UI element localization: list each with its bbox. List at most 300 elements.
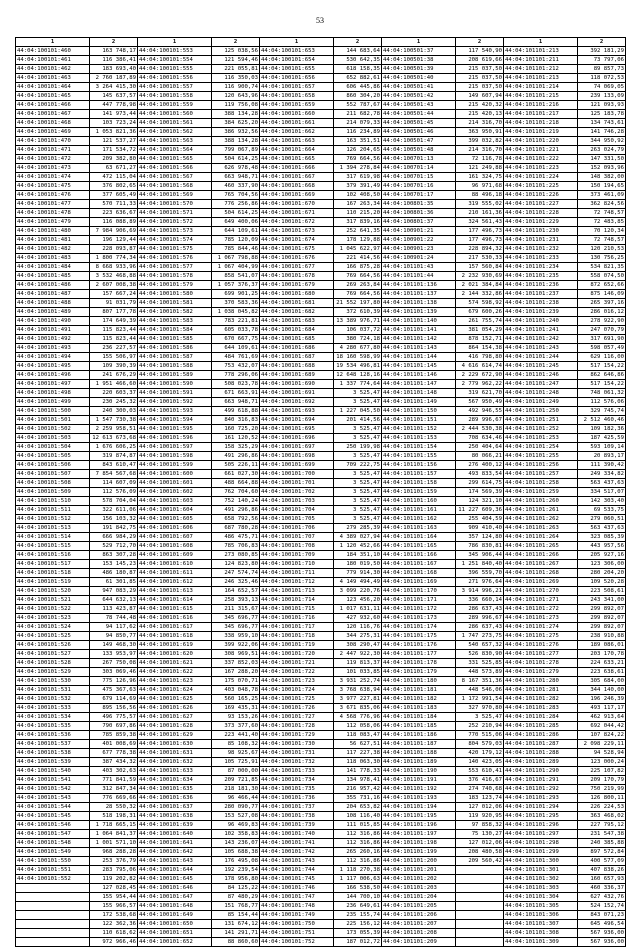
- cadastral-number-cell: 44:04:100101:479: [16, 218, 90, 227]
- cadastral-number-cell: 44:04:101101:246: [504, 371, 578, 380]
- cadastral-value-cell: 123 000,24: [578, 758, 626, 767]
- cadastral-value-cell: 112 576,06: [578, 398, 626, 407]
- table-row: [16, 398, 626, 407]
- cadastral-number-cell: 44:04:100101:568: [138, 182, 212, 191]
- cadastral-number-cell: 44:04:101101:169: [382, 578, 456, 587]
- cadastral-number-cell: 44:04:100101:579: [138, 281, 212, 290]
- cadastral-value-cell: [456, 884, 504, 893]
- cadastral-number-cell: 44:04:101101:233: [504, 254, 578, 263]
- cadastral-number-cell: 44:04:101101:243: [504, 344, 578, 353]
- cadastral-number-cell: 44:04:101101:182: [382, 695, 456, 704]
- cadastral-number-cell: 44:04:101101:148: [382, 389, 456, 398]
- cadastral-number-cell: 44:04:100101:490: [16, 317, 90, 326]
- cadastral-number-cell: 44:04:101101:245: [504, 362, 578, 371]
- cadastral-number-cell: 44:04:101101:212: [504, 65, 578, 74]
- cadastral-value-cell: 18 160 598,99: [334, 353, 382, 362]
- cadastral-number-cell: 44:04:101101:235: [504, 272, 578, 281]
- cadastral-value-cell: 127 012,06: [456, 803, 504, 812]
- cadastral-value-cell: 3 525,47: [334, 398, 382, 407]
- cadastral-value-cell: 252 641,35: [334, 227, 382, 236]
- cadastral-value-cell: 3 525,47: [334, 434, 382, 443]
- cadastral-number-cell: 44:04:100101:666: [260, 164, 334, 173]
- cadastral-number-cell: 44:04:100101:530: [16, 677, 90, 686]
- cadastral-value-cell: 125 038,56: [212, 47, 260, 56]
- table-row: [16, 245, 626, 254]
- cadastral-value-cell: 947 083,29: [90, 587, 138, 596]
- cadastral-value-cell: 116 386,41: [90, 56, 138, 65]
- cadastral-number-cell: 44:04:100101:497: [16, 380, 90, 389]
- cadastral-value-cell: 211 315,67: [212, 605, 260, 614]
- cadastral-number-cell: 44:04:100101:483: [16, 254, 90, 263]
- cadastral-number-cell: 44:04:100101:522: [16, 605, 90, 614]
- cadastral-number-cell: 44:04:101101:305: [504, 902, 578, 911]
- cadastral-value-cell: 2 098 229,11: [578, 740, 626, 749]
- cadastral-number-cell: 44:04:100101:545: [16, 812, 90, 821]
- cadastral-number-cell: 44:04:100101:481: [16, 236, 90, 245]
- cadastral-number-cell: 44:04:100501:45: [382, 119, 456, 128]
- cadastral-value-cell: 247 574,74: [212, 569, 260, 578]
- cadastral-number-cell: 44:04:100101:680: [260, 290, 334, 299]
- cadastral-number-cell: 44:04:100501:41: [382, 83, 456, 92]
- cadastral-value-cell: 147 331,50: [578, 155, 626, 164]
- cadastral-number-cell: 44:04:100101:625: [138, 695, 212, 704]
- cadastral-number-cell: 44:04:101101:149: [382, 398, 456, 407]
- cadastral-value-cell: 574 598,92: [456, 299, 504, 308]
- cadastral-value-cell: 109 182,36: [578, 425, 626, 434]
- table-row: [16, 371, 626, 380]
- cadastral-value-cell: 255 404,59: [456, 515, 504, 524]
- cadastral-value-cell: 169 435,31: [212, 704, 260, 713]
- cadastral-value-cell: 567 936,00: [578, 929, 626, 938]
- cadastral-number-cell: 44:04:100501:47: [382, 137, 456, 146]
- cadastral-number-cell: 44:04:101101:248: [504, 389, 578, 398]
- cadastral-number-cell: 44:04:100101:476: [16, 191, 90, 200]
- cadastral-value-cell: 152 093,96: [578, 164, 626, 173]
- cadastral-value-cell: 1 337 774,64: [334, 380, 382, 389]
- cadastral-number-cell: 44:04:101101:195: [382, 812, 456, 821]
- cadastral-value-cell: 215 037,50: [456, 74, 504, 83]
- cadastral-value-cell: 166 538,50: [334, 884, 382, 893]
- cadastral-number-cell: 44:04:101101:178: [382, 659, 456, 668]
- cadastral-value-cell: 334 517,07: [578, 488, 626, 497]
- cadastral-number-cell: 44:04:101101:206: [382, 911, 456, 920]
- cadastral-number-cell: 44:04:101101:147: [382, 380, 456, 389]
- cadastral-number-cell: 44:04:100101:563: [138, 137, 212, 146]
- cadastral-value-cell: 1 676 606,25: [90, 443, 138, 452]
- cadastral-value-cell: 226 224,53: [578, 803, 626, 812]
- cadastral-value-cell: 88 860,60: [212, 938, 260, 947]
- cadastral-number-cell: 44:04:100101:564: [138, 146, 212, 155]
- table-row: [16, 164, 626, 173]
- table-row: [16, 335, 626, 344]
- cadastral-number-cell: 44:04:100101:475: [16, 182, 90, 191]
- cadastral-number-cell: 44:04:101101:226: [504, 191, 578, 200]
- table-row: [16, 209, 626, 218]
- cadastral-value-cell: 606 445,86: [334, 83, 382, 92]
- cadastral-value-cell: 1 001 571,10: [90, 839, 138, 848]
- table-row: [16, 533, 626, 542]
- cadastral-value-cell: 299 614,75: [456, 479, 504, 488]
- cadastral-number-cell: 44:04:100101:622: [138, 668, 212, 677]
- cadastral-number-cell: 44:04:101101:145: [382, 362, 456, 371]
- cadastral-number-cell: 44:04:100101:566: [138, 164, 212, 173]
- cadastral-value-cell: 895 156,56: [90, 704, 138, 713]
- cadastral-number-cell: 44:04:101101:185: [382, 722, 456, 731]
- cadastral-number-cell: 44:04:100101:503: [16, 434, 90, 443]
- cadastral-number-cell: 44:04:100101:733: [260, 767, 334, 776]
- cadastral-value-cell: 141 291,71: [212, 929, 260, 938]
- cadastral-value-cell: 172 538,68: [90, 911, 138, 920]
- cadastral-number-cell: 44:04:100101:513: [16, 524, 90, 533]
- cadastral-value-cell: 125 183,78: [578, 110, 626, 119]
- table-row: [16, 848, 626, 857]
- cadastral-number-cell: 44:04:100101:525: [16, 632, 90, 641]
- cadastral-value-cell: 540 657,32: [456, 641, 504, 650]
- table-row: [16, 515, 626, 524]
- cadastral-number-cell: 44:04:101101:267: [504, 560, 578, 569]
- cadastral-value-cell: 337 852,03: [212, 659, 260, 668]
- cadastral-value-cell: 327 970,80: [456, 704, 504, 713]
- cadastral-number-cell: 44:04:100501:46: [382, 128, 456, 137]
- cadastral-number-cell: 44:04:100101:527: [16, 650, 90, 659]
- cadastral-number-cell: 44:04:100701:16: [382, 182, 456, 191]
- cadastral-value-cell: 508 023,78: [212, 380, 260, 389]
- cadastral-number-cell: 44:04:101101:199: [382, 848, 456, 857]
- cadastral-number-cell: 44:04:100101:731: [260, 749, 334, 758]
- cadastral-value-cell: 150 194,65: [578, 182, 626, 191]
- cadastral-number-cell: 44:04:100101:685: [260, 335, 334, 344]
- cadastral-number-cell: 44:04:101101:301: [504, 866, 578, 875]
- cadastral-value-cell: 88 496,18: [456, 191, 504, 200]
- cadastral-value-cell: 239 133,09: [578, 92, 626, 101]
- cadastral-value-cell: 133 953,97: [90, 650, 138, 659]
- cadastral-number-cell: 44:04:100101:557: [138, 83, 212, 92]
- cadastral-value-cell: 396 559,70: [456, 569, 504, 578]
- cadastral-value-cell: 399 032,82: [456, 137, 504, 146]
- table-row: [16, 659, 626, 668]
- cadastral-number-cell: 44:04:100101:611: [138, 569, 212, 578]
- cadastral-number-cell: 44:04:100101:694: [260, 416, 334, 425]
- cadastral-value-cell: 236 227,57: [90, 344, 138, 353]
- cadastral-value-cell: 303 069,46: [90, 668, 138, 677]
- cadastral-number-cell: 44:04:100101:599: [138, 461, 212, 470]
- cadastral-number-cell: [16, 902, 90, 911]
- cadastral-value-cell: 658 792,56: [212, 515, 260, 524]
- cadastral-number-cell: 44:04:100101:583: [138, 317, 212, 326]
- cadastral-value-cell: 214 316,70: [456, 146, 504, 155]
- cadastral-number-cell: 44:04:100101:630: [138, 740, 212, 749]
- cadastral-number-cell: 44:04:101101:207: [382, 920, 456, 929]
- cadastral-number-cell: 44:04:100101:655: [260, 65, 334, 74]
- cadastral-value-cell: 265 260,16: [334, 848, 382, 857]
- cadastral-number-cell: 44:04:101101:171: [382, 596, 456, 605]
- cadastral-value-cell: 443 957,56: [578, 542, 626, 551]
- cadastral-value-cell: 372 610,39: [334, 308, 382, 317]
- table-row: [16, 650, 626, 659]
- cadastral-value-cell: 114 607,09: [90, 479, 138, 488]
- cadastral-number-cell: 44:04:100101:717: [260, 623, 334, 632]
- cadastral-number-cell: 44:04:100801:36: [382, 209, 456, 218]
- cadastral-number-cell: 44:04:100101:653: [260, 47, 334, 56]
- cadastral-number-cell: 44:04:100101:658: [260, 92, 334, 101]
- cadastral-value-cell: 363 468,02: [578, 812, 626, 821]
- cadastral-number-cell: 44:04:100101:574: [138, 236, 212, 245]
- cadastral-number-cell: 44:04:100101:734: [260, 776, 334, 785]
- cadastral-value-cell: 20 893,17: [578, 452, 626, 461]
- cadastral-value-cell: 103 723,24: [90, 119, 138, 128]
- table-row: [16, 272, 626, 281]
- cadastral-value-cell: 221 414,56: [334, 254, 382, 263]
- cadastral-number-cell: 44:04:100101:565: [138, 155, 212, 164]
- cadastral-number-cell: 44:04:100101:699: [260, 461, 334, 470]
- cadastral-number-cell: 44:04:100101:505: [16, 452, 90, 461]
- cadastral-value-cell: 1 057 376,37: [212, 281, 260, 290]
- cadastral-number-cell: 44:04:101101:196: [382, 821, 456, 830]
- cadastral-number-cell: 44:04:100101:661: [260, 119, 334, 128]
- table-row: [16, 911, 626, 920]
- cadastral-value-cell: 447 778,98: [90, 101, 138, 110]
- table-row: [16, 254, 626, 263]
- cadastral-number-cell: 44:04:100101:507: [16, 470, 90, 479]
- cadastral-value-cell: 345 696,77: [212, 614, 260, 623]
- cadastral-number-cell: 44:04:101101:201: [382, 866, 456, 875]
- cadastral-value-cell: 164 652,57: [212, 587, 260, 596]
- cadastral-value-cell: 223 638,61: [578, 668, 626, 677]
- cadastral-value-cell: 122 362,36: [90, 920, 138, 929]
- cadastral-number-cell: 44:04:100101:585: [138, 335, 212, 344]
- cadastral-value-cell: 319 555,02: [456, 200, 504, 209]
- cadastral-number-cell: 44:04:100101:624: [138, 686, 212, 695]
- cadastral-value-cell: 776 256,86: [212, 200, 260, 209]
- cadastral-value-cell: 69 533,75: [578, 506, 626, 515]
- cadastral-value-cell: [456, 911, 504, 920]
- cadastral-number-cell: 44:04:100101:637: [138, 803, 212, 812]
- cadastral-number-cell: 44:04:100101:492: [16, 335, 90, 344]
- cadastral-value-cell: 1 227 045,50: [334, 407, 382, 416]
- cadastral-number-cell: 44:04:100101:535: [16, 722, 90, 731]
- cadastral-number-cell: 44:04:100101:567: [138, 173, 212, 182]
- cadastral-value-cell: 105 725,91: [212, 758, 260, 767]
- cadastral-number-cell: 44:04:100101:482: [16, 245, 90, 254]
- cadastral-value-cell: 118 063,30: [334, 758, 382, 767]
- cadastral-value-cell: 2 760 187,89: [90, 74, 138, 83]
- cadastral-number-cell: 44:04:101101:304: [504, 893, 578, 902]
- cadastral-value-cell: 120 210,53: [578, 245, 626, 254]
- cadastral-number-cell: 44:04:101101:292: [504, 785, 578, 794]
- cadastral-number-cell: 44:04:101101:204: [382, 893, 456, 902]
- cadastral-number-cell: 44:04:100101:584: [138, 326, 212, 335]
- cadastral-number-cell: 44:04:100101:664: [260, 146, 334, 155]
- table-row: [16, 380, 626, 389]
- cadastral-number-cell: 44:04:101101:270: [504, 587, 578, 596]
- cadastral-number-cell: 44:04:101101:223: [504, 164, 578, 173]
- cadastral-value-cell: 225 107,82: [578, 767, 626, 776]
- cadastral-number-cell: 44:04:101101:251: [504, 416, 578, 425]
- cadastral-number-cell: [16, 938, 90, 947]
- cadastral-value-cell: 3 525,47: [334, 515, 382, 524]
- cadastral-value-cell: 217 530,33: [456, 254, 504, 263]
- cadastral-number-cell: 44:04:101101:269: [504, 578, 578, 587]
- cadastral-value-cell: 598 057,49: [578, 344, 626, 353]
- cadastral-value-cell: 860 304,20: [334, 92, 382, 101]
- cadastral-value-cell: 496 775,57: [90, 713, 138, 722]
- cadastral-value-cell: 144 700,10: [334, 893, 382, 902]
- table-row: [16, 740, 626, 749]
- cadastral-value-cell: 173 055,39: [334, 929, 382, 938]
- cadastral-number-cell: 44:04:101101:200: [382, 857, 456, 866]
- table-row: [16, 560, 626, 569]
- cadastral-number-cell: 44:04:100101:681: [260, 299, 334, 308]
- cadastral-number-cell: 44:04:100101:617: [138, 623, 212, 632]
- cadastral-number-cell: 44:04:100101:501: [16, 416, 90, 425]
- cadastral-value-cell: 238 910,88: [578, 632, 626, 641]
- cadastral-value-cell: 63 671,27: [90, 164, 138, 173]
- cadastral-value-cell: 1 120 452,66: [334, 542, 382, 551]
- cadastral-number-cell: 44:04:100101:572: [138, 218, 212, 227]
- cadastral-number-cell: 44:04:100101:687: [260, 353, 334, 362]
- cadastral-number-cell: 44:04:101101:289: [504, 758, 578, 767]
- cadastral-value-cell: 111 390,42: [578, 461, 626, 470]
- cadastral-value-cell: 776 669,66: [90, 794, 138, 803]
- cadastral-value-cell: 171 534,72: [90, 146, 138, 155]
- cadastral-number-cell: 44:04:101101:190: [382, 767, 456, 776]
- cadastral-value-cell: [456, 902, 504, 911]
- cadastral-value-cell: 118 072,53: [578, 74, 626, 83]
- cadastral-number-cell: 44:04:100101:746: [260, 884, 334, 893]
- cadastral-number-cell: 44:04:100101:519: [16, 578, 90, 587]
- header-cell: 2: [578, 38, 626, 47]
- cadastral-number-cell: 44:04:101101:299: [504, 848, 578, 857]
- cadastral-number-cell: 44:04:100101:732: [260, 758, 334, 767]
- cadastral-number-cell: 44:04:101101:283: [504, 704, 578, 713]
- cadastral-number-cell: 44:04:101101:250: [504, 407, 578, 416]
- cadastral-number-cell: 44:04:101101:298: [504, 839, 578, 848]
- cadastral-value-cell: 4 149 494,49: [334, 578, 382, 587]
- cadastral-number-cell: 44:04:101101:163: [382, 524, 456, 533]
- cadastral-value-cell: 276 400,12: [456, 461, 504, 470]
- cadastral-number-cell: 44:04:100501:38: [382, 56, 456, 65]
- cadastral-value-cell: 124 823,80: [212, 560, 260, 569]
- table-row: [16, 938, 626, 947]
- cadastral-value-cell: 875 146,09: [578, 290, 626, 299]
- cadastral-number-cell: 44:04:101101:150: [382, 407, 456, 416]
- cadastral-value-cell: 863 307,28: [90, 551, 138, 560]
- cadastral-number-cell: 44:04:100101:669: [260, 191, 334, 200]
- cadastral-number-cell: 44:04:100101:697: [260, 443, 334, 452]
- cadastral-number-cell: 44:04:100101:701: [260, 479, 334, 488]
- cadastral-number-cell: 44:04:101101:272: [504, 605, 578, 614]
- cadastral-number-cell: 44:04:101101:164: [382, 533, 456, 542]
- cadastral-number-cell: 44:04:100101:477: [16, 200, 90, 209]
- cadastral-value-cell: 117 227,38: [334, 749, 382, 758]
- cadastral-number-cell: 44:04:100101:569: [138, 191, 212, 200]
- cadastral-number-cell: 44:04:100101:559: [138, 101, 212, 110]
- cadastral-value-cell: 203 170,78: [578, 650, 626, 659]
- cadastral-value-cell: 119 920,95: [456, 812, 504, 821]
- cadastral-value-cell: 769 664,56: [334, 155, 382, 164]
- cadastral-number-cell: 44:04:100101:534: [16, 713, 90, 722]
- cadastral-number-cell: 44:04:100101:642: [138, 848, 212, 857]
- cadastral-value-cell: 224 633,21: [578, 659, 626, 668]
- cadastral-value-cell: 223 441,40: [212, 731, 260, 740]
- cadastral-value-cell: 221 055,81: [212, 65, 260, 74]
- cadastral-number-cell: 44:04:100101:747: [260, 893, 334, 902]
- cadastral-number-cell: [16, 884, 90, 893]
- cadastral-value-cell: 208 619,66: [456, 56, 504, 65]
- table-row: [16, 596, 626, 605]
- cadastral-value-cell: 74 069,05: [578, 83, 626, 92]
- cadastral-number-cell: 44:04:100101:613: [138, 587, 212, 596]
- cadastral-value-cell: 112 316,86: [334, 857, 382, 866]
- table-row: [16, 542, 626, 551]
- cadastral-number-cell: 44:04:100501:39: [382, 65, 456, 74]
- cadastral-value-cell: 208 480,58: [456, 848, 504, 857]
- cadastral-number-cell: 44:04:100101:646: [138, 884, 212, 893]
- cadastral-value-cell: 804 579,03: [456, 740, 504, 749]
- cadastral-value-cell: 663 948,71: [212, 398, 260, 407]
- cadastral-value-cell: [456, 866, 504, 875]
- cadastral-value-cell: 12 613 673,68: [90, 434, 138, 443]
- cadastral-value-cell: 416 798,80: [456, 353, 504, 362]
- cadastral-value-cell: 1 547 730,38: [90, 416, 138, 425]
- cadastral-value-cell: 161 324,75: [456, 173, 504, 182]
- cadastral-value-cell: 308 290,47: [334, 641, 382, 650]
- cadastral-number-cell: 44:04:101101:153: [382, 434, 456, 443]
- cadastral-number-cell: 44:04:100101:628: [138, 722, 212, 731]
- cadastral-number-cell: 44:04:101101:253: [504, 434, 578, 443]
- header-cell: 1: [504, 38, 578, 47]
- cadastral-value-cell: 246 325,46: [212, 578, 260, 587]
- cadastral-number-cell: 44:04:100101:588: [138, 362, 212, 371]
- cadastral-value-cell: 460 336,37: [578, 884, 626, 893]
- cadastral-value-cell: 278 922,90: [578, 317, 626, 326]
- cadastral-value-cell: 1 172 991,54: [456, 695, 504, 704]
- cadastral-number-cell: 44:04:100101:493: [16, 344, 90, 353]
- cadastral-number-cell: 44:04:100101:467: [16, 110, 90, 119]
- table-row: [16, 425, 626, 434]
- cadastral-value-cell: 319 874,87: [90, 452, 138, 461]
- cadastral-number-cell: 44:04:100101:529: [16, 668, 90, 677]
- cadastral-number-cell: 44:04:101101:297: [504, 830, 578, 839]
- header-cell: 2: [456, 38, 504, 47]
- cadastral-number-cell: 44:04:100101:634: [138, 776, 212, 785]
- cadastral-value-cell: 265 397,16: [578, 299, 626, 308]
- cadastral-value-cell: 1 067 798,88: [212, 254, 260, 263]
- cadastral-number-cell: 44:04:100101:511: [16, 506, 90, 515]
- cadastral-number-cell: 44:04:101101:249: [504, 398, 578, 407]
- cadastral-number-cell: 44:04:100101:608: [138, 542, 212, 551]
- cadastral-value-cell: 134 978,41: [334, 776, 382, 785]
- cadastral-value-cell: 785 120,09: [212, 236, 260, 245]
- cadastral-value-cell: 529 712,70: [90, 542, 138, 551]
- cadastral-value-cell: 231 547,38: [578, 830, 626, 839]
- cadastral-value-cell: 183 693,40: [90, 65, 138, 74]
- cadastral-value-cell: 263 024,79: [578, 146, 626, 155]
- cadastral-number-cell: 44:04:101101:189: [382, 758, 456, 767]
- cadastral-number-cell: 44:04:101101:218: [504, 119, 578, 128]
- cadastral-number-cell: 44:04:100101:562: [138, 128, 212, 137]
- cadastral-value-cell: 1 053 821,36: [90, 128, 138, 137]
- cadastral-value-cell: 750 219,99: [578, 785, 626, 794]
- cadastral-number-cell: 44:04:100101:466: [16, 101, 90, 110]
- cadastral-value-cell: 399 922,06: [212, 641, 260, 650]
- cadastral-number-cell: 44:04:100101:700: [260, 470, 334, 479]
- cadastral-value-cell: 72 748,57: [578, 209, 626, 218]
- cadastral-number-cell: 44:04:100101:686: [260, 344, 334, 353]
- cadastral-value-cell: 504 614,25: [212, 155, 260, 164]
- cadastral-number-cell: 44:04:100101:539: [16, 758, 90, 767]
- cadastral-number-cell: 44:04:101101:239: [504, 308, 578, 317]
